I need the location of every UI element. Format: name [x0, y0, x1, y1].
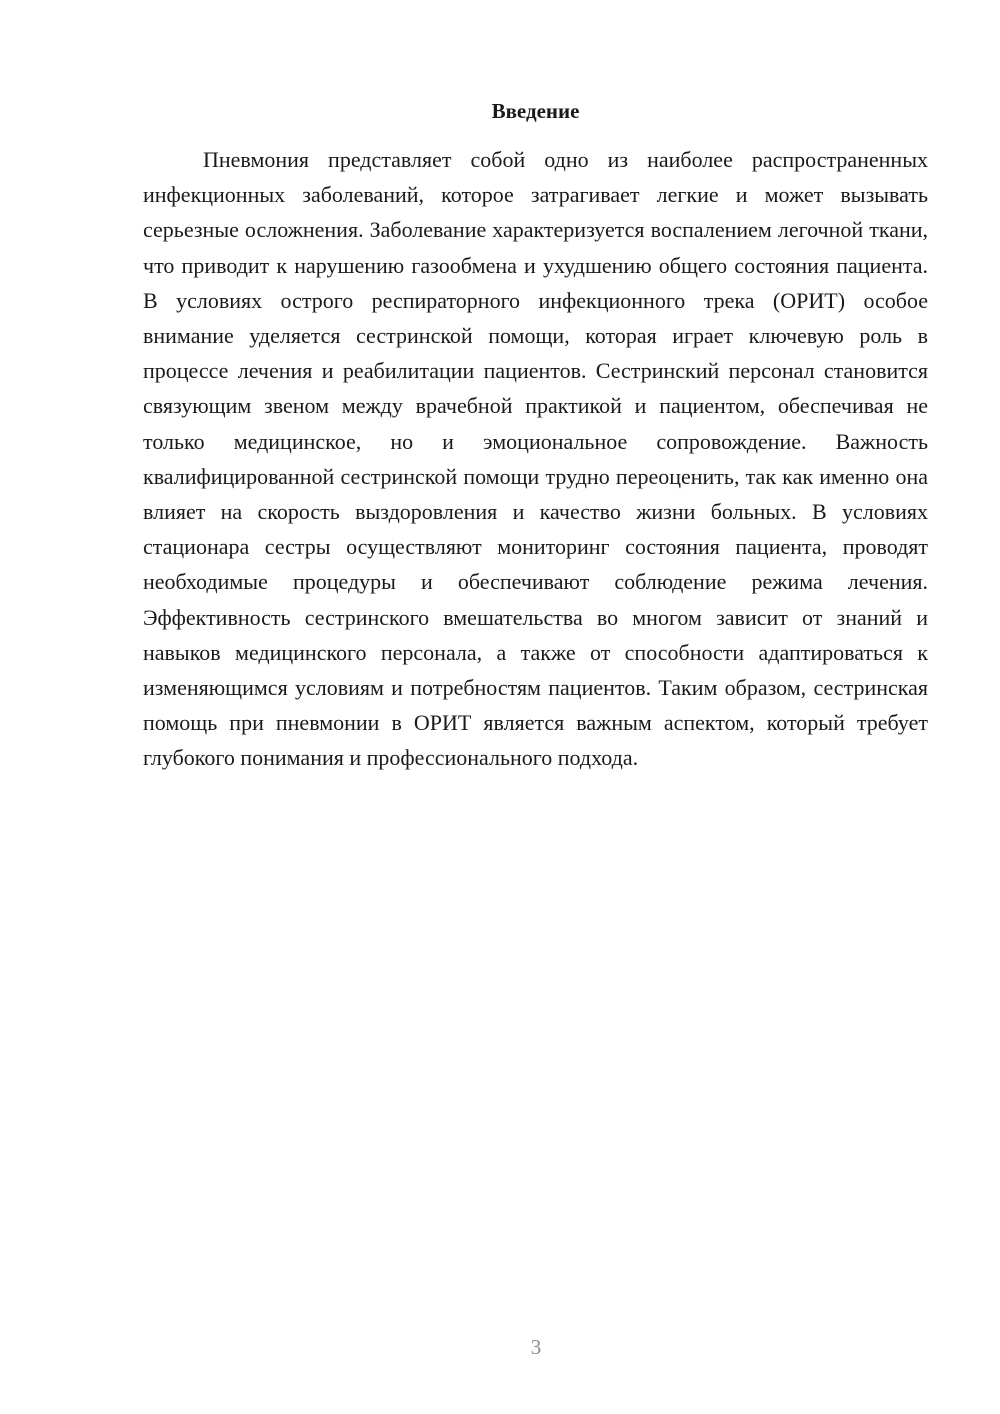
- body-paragraph: Пневмония представляет собой одно из наиболее распространенных инфекционных заболеваний, которое затрагивает легкие и может вызывать серьезные осложнения. Заболевание характеризуется воспалением легочной ткани, что приводит к нарушению газообмена и ухудшению общего состояния пациента. В условиях острого респираторного инфекционного трека (ОРИТ) особое внимание уделяется сестринской помощи, которая играет ключевую роль в процессе лечения и реабилитации пациентов. Сестринский персонал становится связующим звеном между врачебной практикой и пациентом, обеспечивая не только медицинское, но и эмоциональное сопровождение. Важность квалифицированной сестринской помощи трудно переоценить, так как именно она влияет на скорость выздоровления и качество жизни больных. В условиях стационара сестры осуществляют мониторинг состояния пациента, проводят необходимые процедуры и обеспечивают соблюдение режима лечения. Эффективность сестринского вмешательства во многом зависит от знаний и навыков медицинского персонала, а также от способности адаптироваться к изменяющимся условиям и потребностям пациентов. Таким образом, сестринская помощь при пневмонии в ОРИТ является важным аспектом, который требует глубокого понимания и профессионального подхода.: [143, 147, 928, 771]
- page-number: 3: [530, 1335, 542, 1359]
- section-heading: Введение: [491, 99, 580, 123]
